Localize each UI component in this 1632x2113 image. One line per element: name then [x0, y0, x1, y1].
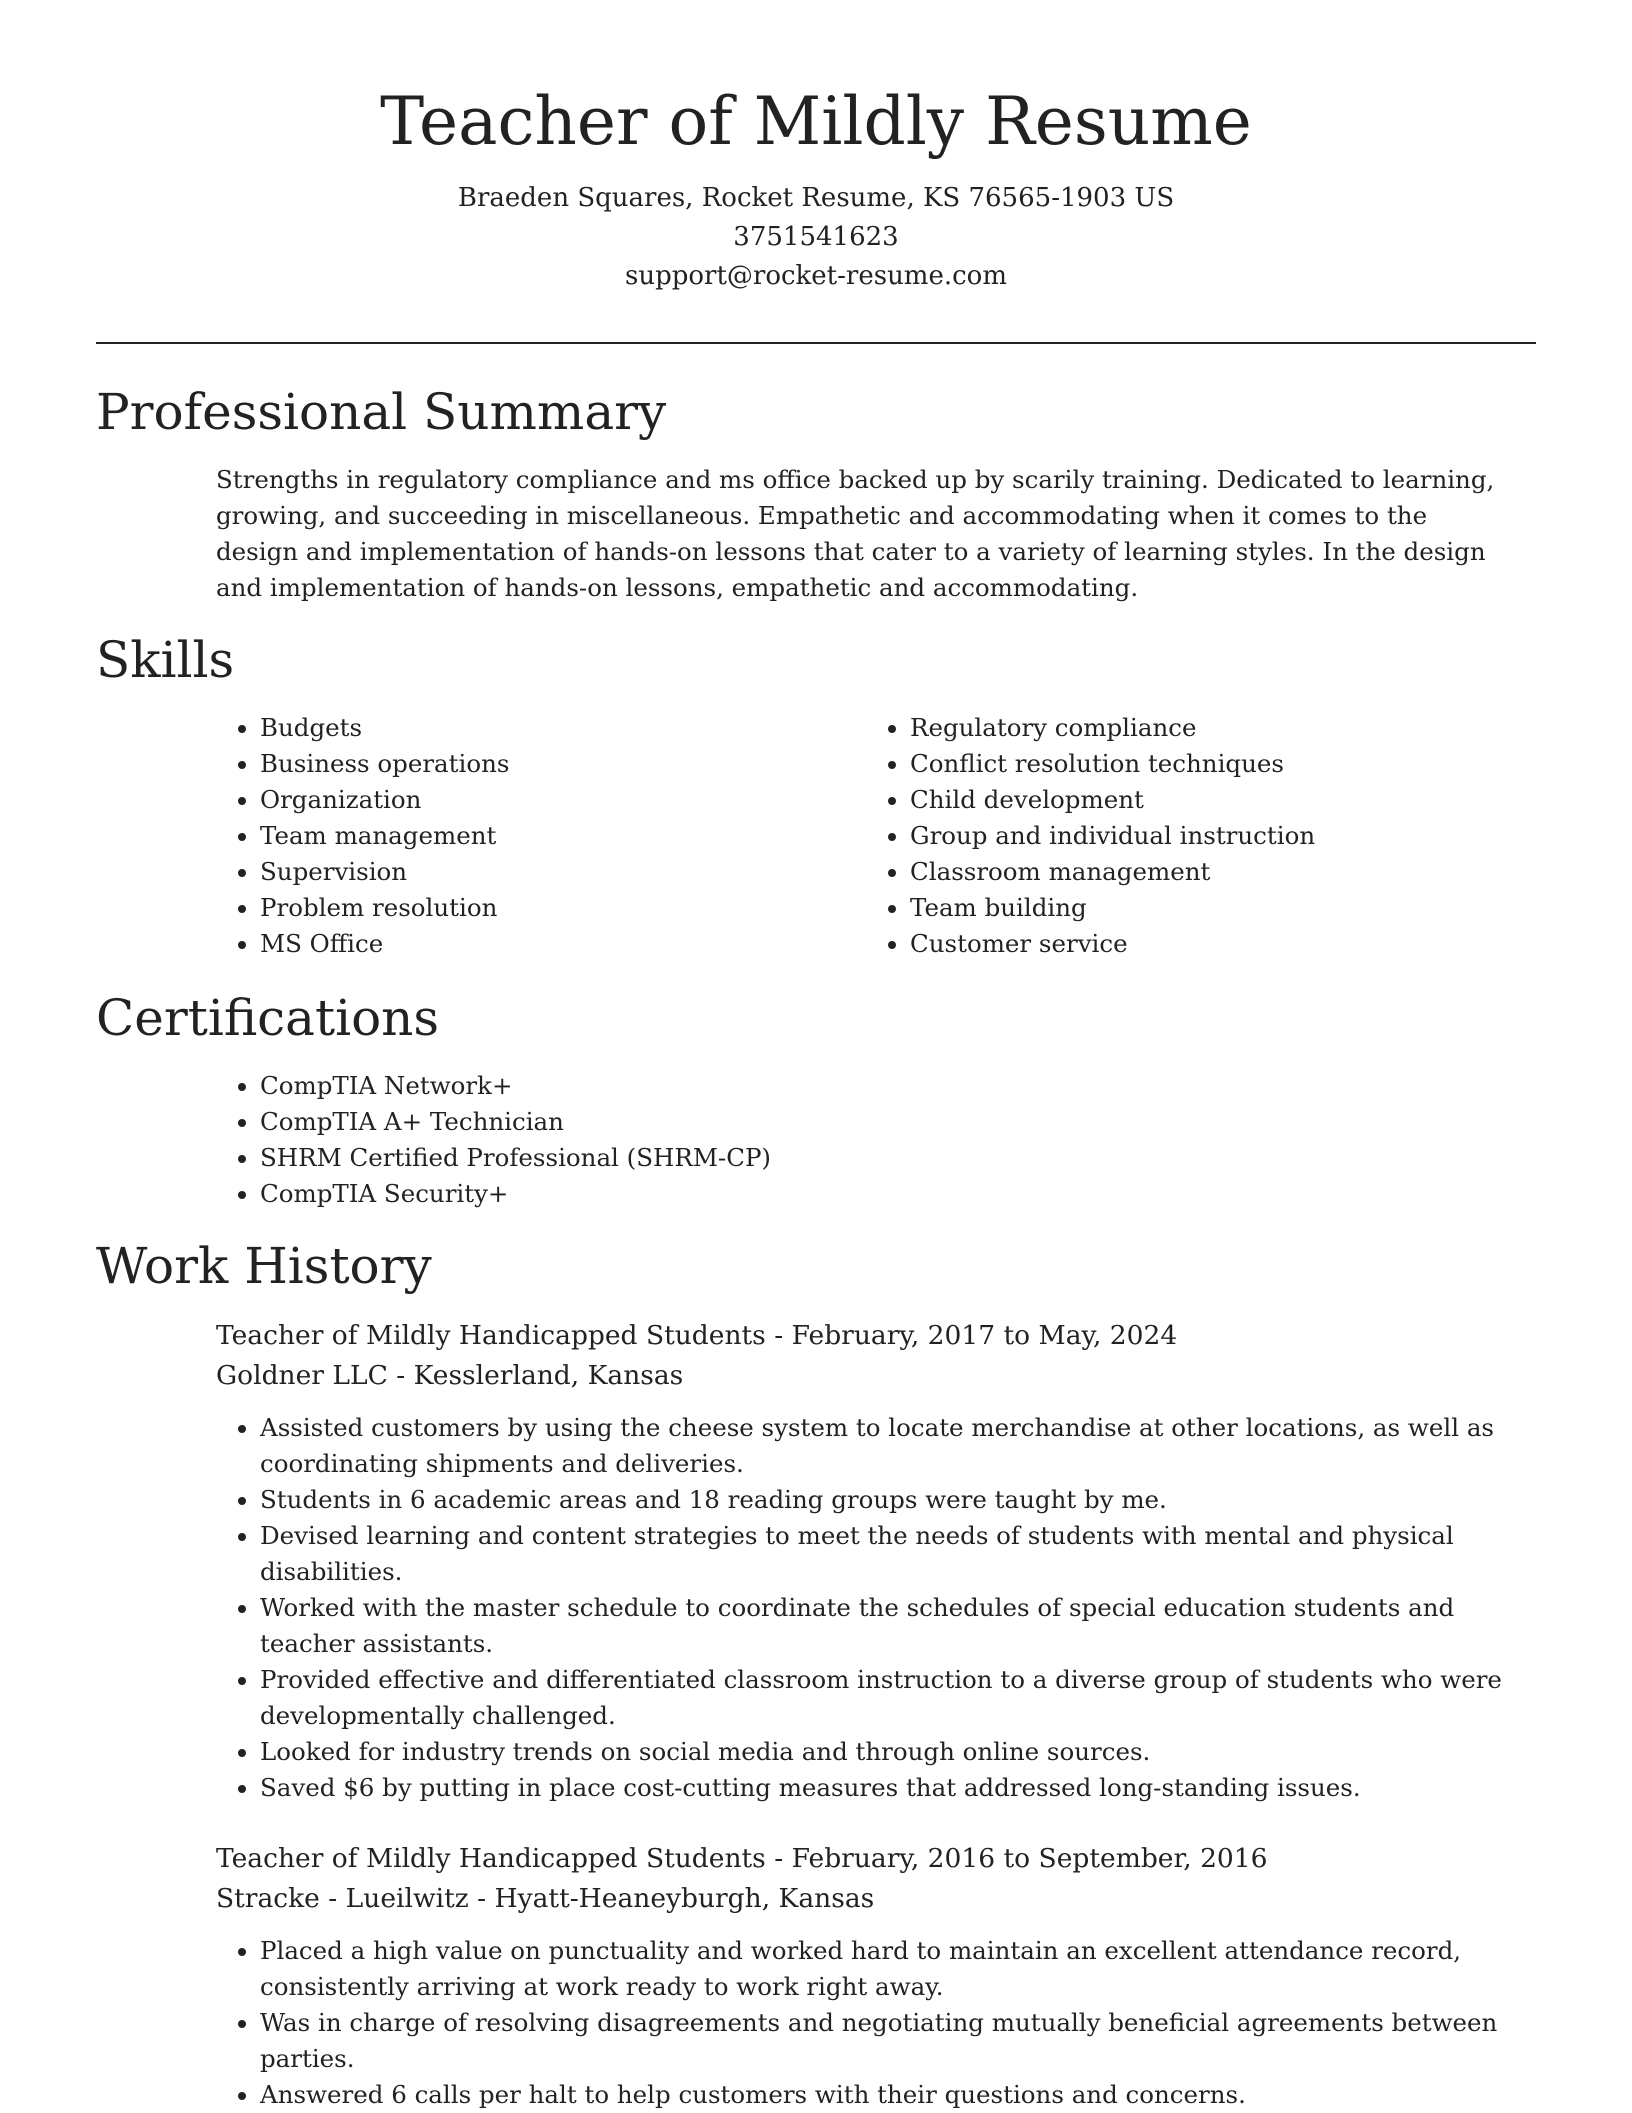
- job-bullet-list: [216, 1410, 1516, 1806]
- job-location: - Kesslerland, Kansas: [387, 1360, 684, 1391]
- section-title-certifications: Certifications: [96, 989, 440, 1047]
- skill-item: • Classroom management: [910, 854, 1506, 890]
- header-divider: [96, 342, 1536, 344]
- skill-item: • Budgets: [260, 710, 816, 746]
- skill-item: • Business operations: [260, 746, 816, 782]
- skill-item: • Supervision: [260, 854, 816, 890]
- certifications-block: [216, 1068, 1516, 1212]
- skill-item: • Team management: [260, 818, 816, 854]
- job-bullet-item: • Saved $6 by putting in place cost-cutting measures that addressed long-standing issues.: [260, 1770, 1516, 1806]
- contact-email: support@rocket-resume.com: [624, 261, 1007, 292]
- job-dates: - February, 2016 to September, 2016: [765, 1843, 1268, 1874]
- job-role: Teacher of Mildly Handicapped Students: [216, 1843, 766, 1874]
- job-entry: [216, 1316, 1516, 1806]
- certification-item: • CompTIA A+ Technician: [260, 1104, 1516, 1140]
- skills-column-left: [216, 710, 816, 962]
- job-bullet-item: • Worked with the master schedule to coordinate the schedules of special education students and teacher assistants.: [260, 1590, 1516, 1662]
- job-bullet-item: • Was in charge of resolving disagreements and negotiating mutually beneficial agreements between parties.: [260, 2005, 1516, 2077]
- job-title-line: [216, 1316, 1516, 1356]
- job-bullet-item: • Provided effective and differentiated classroom instruction to a diverse group of students who were developmentally challenged.: [260, 1662, 1516, 1734]
- job-bullet-item: • Answered 6 calls per halt to help customers with their questions and concerns.: [260, 2077, 1516, 2113]
- job-company-line: [216, 1879, 1516, 1919]
- job-role: Teacher of Mildly Handicapped Students: [216, 1320, 766, 1351]
- job-bullet-item: • Students in 6 academic areas and 18 reading groups were taught by me.: [260, 1482, 1516, 1518]
- section-title-skills: Skills: [96, 631, 235, 689]
- resume-name: Teacher of Mildly Resume: [380, 83, 1252, 160]
- job-title-line: [216, 1839, 1516, 1879]
- skills-list-left: [216, 710, 816, 962]
- job-bullet-item: • Looked for industry trends on social media and through online sources.: [260, 1734, 1516, 1770]
- job-bullets: [216, 1933, 1516, 2113]
- contact-phone: 3751541623: [733, 222, 899, 253]
- skills-column-right: [866, 710, 1506, 962]
- skills-list-right: [866, 710, 1506, 962]
- job-company: Goldner LLC: [216, 1360, 388, 1391]
- job-bullet-list: [216, 1933, 1516, 2113]
- skill-item: • Team building: [910, 890, 1506, 926]
- skill-item: • Problem resolution: [260, 890, 816, 926]
- job-company-line: [216, 1356, 1516, 1396]
- certification-item: • SHRM Certified Professional (SHRM-CP): [260, 1140, 1516, 1176]
- job-company: Stracke - Lueilwitz: [216, 1883, 469, 1914]
- contact-block: [0, 179, 1632, 296]
- job-bullet-item: • Assisted customers by using the cheese system to locate merchandise at other locations, as well as coordinating shipments and deliveries.: [260, 1410, 1516, 1482]
- certification-item: • CompTIA Network+: [260, 1068, 1516, 1104]
- job-bullets: [216, 1410, 1516, 1806]
- job-dates: - February, 2017 to May, 2024: [765, 1320, 1178, 1351]
- job-bullet-item: • Devised learning and content strategies to meet the needs of students with mental and physical disabilities.: [260, 1518, 1516, 1590]
- job-location: - Hyatt-Heaneyburgh, Kansas: [468, 1883, 875, 1914]
- job-bullet-item: • Placed a high value on punctuality and worked hard to maintain an excellent attendance record, consistently arriving at work ready to work right away.: [260, 1933, 1516, 2005]
- contact-address: Braeden Squares, Rocket Resume, KS 76565-1903 US: [457, 183, 1175, 214]
- skill-item: • Regulatory compliance: [910, 710, 1506, 746]
- resume-header: [0, 0, 1632, 296]
- job-entry: [216, 1839, 1516, 2113]
- skill-item: • MS Office: [260, 926, 816, 962]
- skill-item: • Conflict resolution techniques: [910, 746, 1506, 782]
- skill-item: • Group and individual instruction: [910, 818, 1506, 854]
- skill-item: • Organization: [260, 782, 816, 818]
- skill-item: • Customer service: [910, 926, 1506, 962]
- certification-item: • CompTIA Security+: [260, 1176, 1516, 1212]
- section-title-summary: Professional Summary: [96, 383, 667, 441]
- skill-item: • Child development: [910, 782, 1506, 818]
- certifications-list: [216, 1068, 1516, 1212]
- section-title-work: Work History: [96, 1237, 432, 1295]
- summary-text: Strengths in regulatory compliance and ms office backed up by scarily training. Dedicated to learning, growing, and succeeding in miscellaneous. Empathetic and accommodating when it comes to the design and implementation of hands-on lessons that cater to a variety of learning styles. In the design and implementation of hands-on lessons, empathetic and accommodating.: [216, 465, 1495, 602]
